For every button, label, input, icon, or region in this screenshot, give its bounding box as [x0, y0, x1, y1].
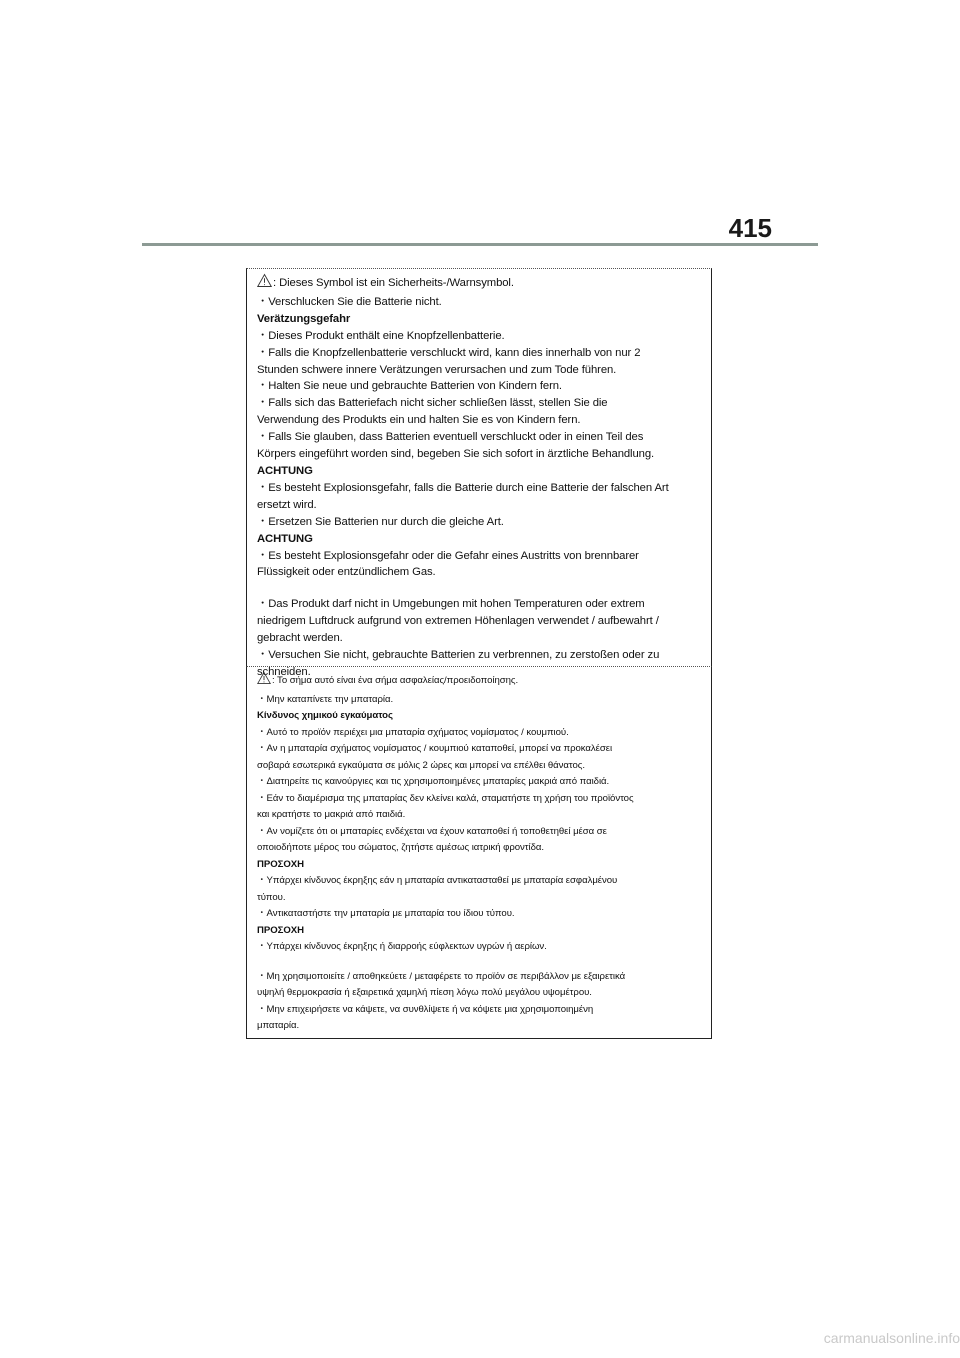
greek-line-text: ・Υπάρχει κίνδυνος έκρηξης εάν η μπαταρία αντικατασταθεί με μπαταρία εσφαλμένου — [257, 875, 618, 886]
greek-line-text: ・Αυτό το προϊόν περιέχει μια μπαταρία σχήματος νομίσματος / κουμπιού. — [257, 726, 569, 738]
german-heading — [257, 531, 701, 548]
german-line-text: : Dieses Symbol ist ein Sicherheits-/Warnsymbol. — [273, 277, 514, 289]
greek-line-text: ・Διατηρείτε τις καινούργιες και τις χρησιμοποιημένες μπαταρίες μακριά από παιδιά. — [257, 776, 610, 787]
german-line — [257, 273, 701, 294]
german-line — [257, 412, 701, 429]
greek-line — [257, 758, 701, 775]
german-line-text: ・Verschlucken Sie die Batterie nicht. — [257, 295, 442, 308]
greek-line — [257, 692, 701, 709]
german-line-text: Verätzungsgefahr — [257, 312, 351, 325]
greek-line — [257, 1018, 701, 1035]
german-line — [257, 564, 701, 581]
warning-triangle-icon — [257, 671, 271, 692]
greek-heading — [257, 857, 701, 874]
german-line-text: ・Ersetzen Sie Batterien nur durch die gleiche Art. — [257, 515, 504, 528]
greek-line — [257, 1002, 701, 1019]
german-line — [257, 446, 701, 463]
german-line — [257, 613, 701, 630]
german-line-text: Verwendung des Produkts ein und halten Sie es von Kindern fern. — [257, 414, 581, 427]
german-line-text: Körpers eingeführt worden sind, begeben Sie sich sofort in ärztliche Behandlung. — [257, 448, 655, 461]
greek-line-text: ・Αντικαταστήστε την μπαταρία με μπαταρία του ίδιου τύπου. — [257, 908, 515, 919]
german-line-text: ・Versuchen Sie nicht, gebrauchte Batterien zu verbrennen, zu zerstoßen oder zu — [257, 649, 660, 662]
greek-line-text: ・Εάν το διαμέρισμα της μπαταρίας δεν κλείνει καλά, σταματήστε τη χρήση του προϊόντος — [257, 792, 634, 804]
greek-line-text: ・Μην επιχειρήσετε να κάψετε, να συνθλίψετε ή να κόψετε μια χρησιμοποιημένη — [257, 1003, 594, 1015]
greek-line — [257, 791, 701, 808]
greek-line — [257, 890, 701, 907]
greek-line — [257, 969, 701, 986]
german-line — [257, 647, 701, 664]
german-line-text: ・Falls Sie glauben, dass Batterien eventuell verschluckt oder in einen Teil des — [257, 431, 644, 444]
watermark: carmanualsonline.info — [823, 1330, 960, 1346]
greek-line-text: ・Μην καταπίνετε την μπαταρία. — [257, 693, 394, 705]
german-line — [257, 328, 701, 345]
german-line-text: Flüssigkeit oder entzündlichem Gas. — [257, 566, 436, 579]
greek-heading — [257, 708, 701, 725]
greek-line — [257, 807, 701, 824]
greek-heading — [257, 923, 701, 940]
greek-line — [257, 906, 701, 923]
german-line — [257, 596, 701, 613]
greek-line — [257, 774, 701, 791]
greek-line-text: ・Αν η μπαταρία σχήματος νομίσματος / κουμπιού καταποθεί, μπορεί να προκαλέσει — [257, 743, 613, 754]
german-line-text: Stunden schwere innere Verätzungen verursachen und zum Tode führen. — [257, 363, 617, 376]
german-warning-panel — [246, 268, 712, 678]
greek-line-text: οποιοδήποτε μέρος του σώματος, ζητήστε αμέσως ιατρική φροντίδα. — [257, 842, 545, 853]
german-line — [257, 497, 701, 514]
german-line — [257, 548, 701, 565]
german-line — [257, 378, 701, 395]
german-line-text: ・Halten Sie neue und gebrauchte Batterien von Kindern fern. — [257, 380, 562, 393]
greek-line-text: μπαταρία. — [257, 1020, 300, 1031]
german-line-text: ・Das Produkt darf nicht in Umgebungen mit hohen Temperaturen oder extrem — [257, 598, 645, 611]
german-line-text: ACHTUNG — [257, 532, 313, 545]
greek-line — [257, 840, 701, 857]
german-line-text: ・Es besteht Explosionsgefahr oder die Gefahr eines Austritts von brennbarer — [257, 549, 639, 562]
german-line — [257, 630, 701, 647]
german-line — [257, 362, 701, 379]
german-line — [257, 294, 701, 311]
greek-line — [257, 873, 701, 890]
greek-line-text: ΠΡΟΣΟΧΗ — [257, 924, 304, 936]
german-line-text: ・Dieses Produkt enthält eine Knopfzellenbatterie. — [257, 329, 505, 342]
paragraph-gap — [257, 956, 701, 969]
german-line — [257, 514, 701, 531]
greek-line-text: ・Υπάρχει κίνδυνος έκρηξης ή διαρροής εύφλεκτων υγρών ή αερίων. — [257, 941, 547, 952]
greek-line-text: τύπου. — [257, 891, 286, 903]
german-heading — [257, 311, 701, 328]
greek-line-text: και κρατήστε το μακριά από παιδιά. — [257, 809, 406, 820]
page-number: 415 — [728, 213, 772, 243]
greek-line-text: ・Αν νομίζετε ότι οι μπαταρίες ενδέχεται να έχουν καταποθεί ή τοποθετηθεί μέσα σε — [257, 825, 607, 837]
german-line-text: niedrigem Luftdruck aufgrund von extremen Höhenlagen verwendet / aufbewahrt / — [257, 615, 659, 628]
greek-line-text: υψηλή θερμοκρασία ή εξαιρετικά χαμηλή πίεση λόγω πολύ μεγάλου υψομέτρου. — [257, 987, 592, 998]
german-line — [257, 395, 701, 412]
greek-line-text: σοβαρά εσωτερικά εγκαύματα σε μόλις 2 ώρες και μπορεί να επέλθει θάνατος. — [257, 759, 585, 771]
greek-warning-text — [247, 667, 711, 1035]
header-divider — [142, 243, 818, 246]
greek-line — [257, 824, 701, 841]
german-line-text: gebracht werden. — [257, 632, 343, 645]
german-line-text: schneiden. — [257, 665, 311, 678]
german-line-text: ・Falls die Knopfzellenbatterie verschluckt wird, kann dies innerhalb von nur 2 — [257, 346, 641, 359]
german-heading — [257, 463, 701, 480]
german-line — [257, 345, 701, 362]
greek-line-text: Κίνδυνος χημικού εγκαύματος — [257, 710, 393, 721]
greek-line — [257, 939, 701, 956]
german-line — [257, 429, 701, 446]
greek-line-text: ・Μη χρησιμοποιείτε / αποθηκεύετε / μεταφέρετε το προϊόν σε περιβάλλον με εξαιρετικά — [257, 970, 626, 982]
greek-warning-panel — [246, 667, 712, 1039]
german-line-text: ersetzt wird. — [257, 498, 317, 511]
greek-line-text: : Το σήμα αυτό είναι ένα σήμα ασφαλείας/προειδοποίησης. — [272, 675, 519, 686]
german-line-text: ・Falls sich das Batteriefach nicht sicher schließen lässt, stellen Sie die — [257, 397, 608, 410]
greek-line-text: ΠΡΟΣΟΧΗ — [257, 858, 304, 870]
german-line-text: ・Es besteht Explosionsgefahr, falls die Batterie durch eine Batterie der falschen Art — [257, 481, 669, 494]
greek-line — [257, 671, 701, 692]
paragraph-gap — [257, 581, 701, 596]
greek-line — [257, 741, 701, 758]
german-warning-text — [247, 269, 711, 681]
german-line — [257, 480, 701, 497]
greek-line — [257, 725, 701, 742]
german-line-text: ACHTUNG — [257, 464, 313, 477]
greek-line — [257, 985, 701, 1002]
warning-triangle-icon — [257, 273, 272, 294]
